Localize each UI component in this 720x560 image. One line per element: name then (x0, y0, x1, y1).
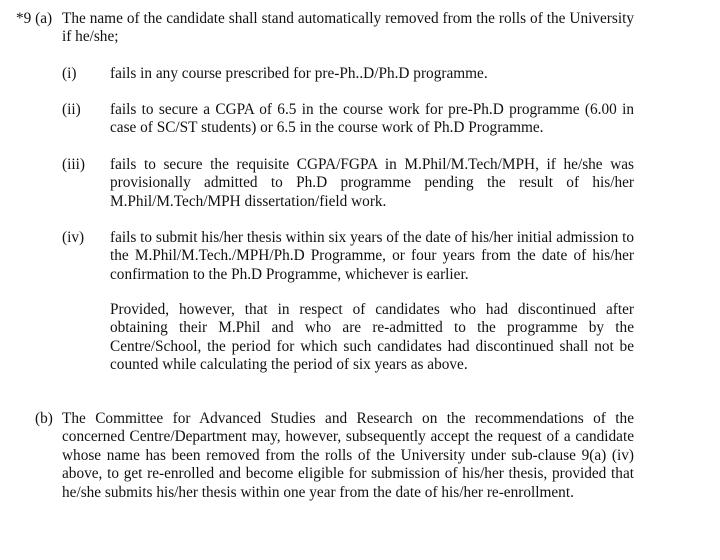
sub-item-ii (62, 101, 634, 138)
sub-item-text: fails to secure the requisite CGPA/FGPA in M.Phil/M.Tech/MPH, if he/she was provisionally admitted to Ph.D programme pending the result of his/her M.Phil/M.Tech/MPH dissertation/field work. (110, 156, 634, 210)
sub-item-text: fails to secure a CGPA of 6.5 in the course work for pre-Ph.D programme (6.00 in case of SC/ST students) or 6.5 in the course work of Ph.D Programme. (110, 101, 634, 137)
sub-item-iv (62, 229, 634, 284)
clause-9b-text: The Committee for Advanced Studies and Research on the recommendations of the concerned Centre/Department may, however, subsequently accept the request of a candidate whose name has been removed from the rolls of the University under sub-clause 9(a) (iv) above, to get re-enrolled and become eligible for submission of his/her thesis, provided that he/she submits his/her thesis within one year from the date of his/her re-enrollment. (62, 410, 634, 501)
clause-9b (16, 410, 634, 502)
sub-item-label: (iv) (62, 229, 85, 246)
sub-item-text: fails in any course prescribed for pre-Ph..D/Ph.D programme. (110, 65, 488, 82)
clause-9a-label: *9 (a) (16, 10, 53, 27)
clause-9a (16, 10, 634, 47)
sub-item-label: (ii) (62, 101, 81, 118)
sub-item-iii (62, 156, 634, 211)
sub-item-label: (iii) (62, 156, 85, 173)
sub-item-text: fails to submit his/her thesis within six years of the date of his/her initial admission to the M.Phil/M.Tech./MPH/Ph.D Programme, or four years from the date of his/her confirmation to the Ph.D Programme, whichever is earlier. (110, 229, 634, 283)
sub-item-label: (i) (62, 65, 77, 82)
clause-9b-label: (b) (35, 410, 53, 427)
proviso-paragraph: Provided, however, that in respect of candidates who had discontinued after obtaining their M.Phil and who are re-admitted to the programme by the Centre/School, the period for which such candidates had discontinued shall not be counted while calculating the period of six years as above. (110, 301, 634, 374)
sub-item-i (62, 65, 634, 83)
clause-9a-text: The name of the candidate shall stand automatically removed from the rolls of the University if he/she; (62, 10, 634, 46)
